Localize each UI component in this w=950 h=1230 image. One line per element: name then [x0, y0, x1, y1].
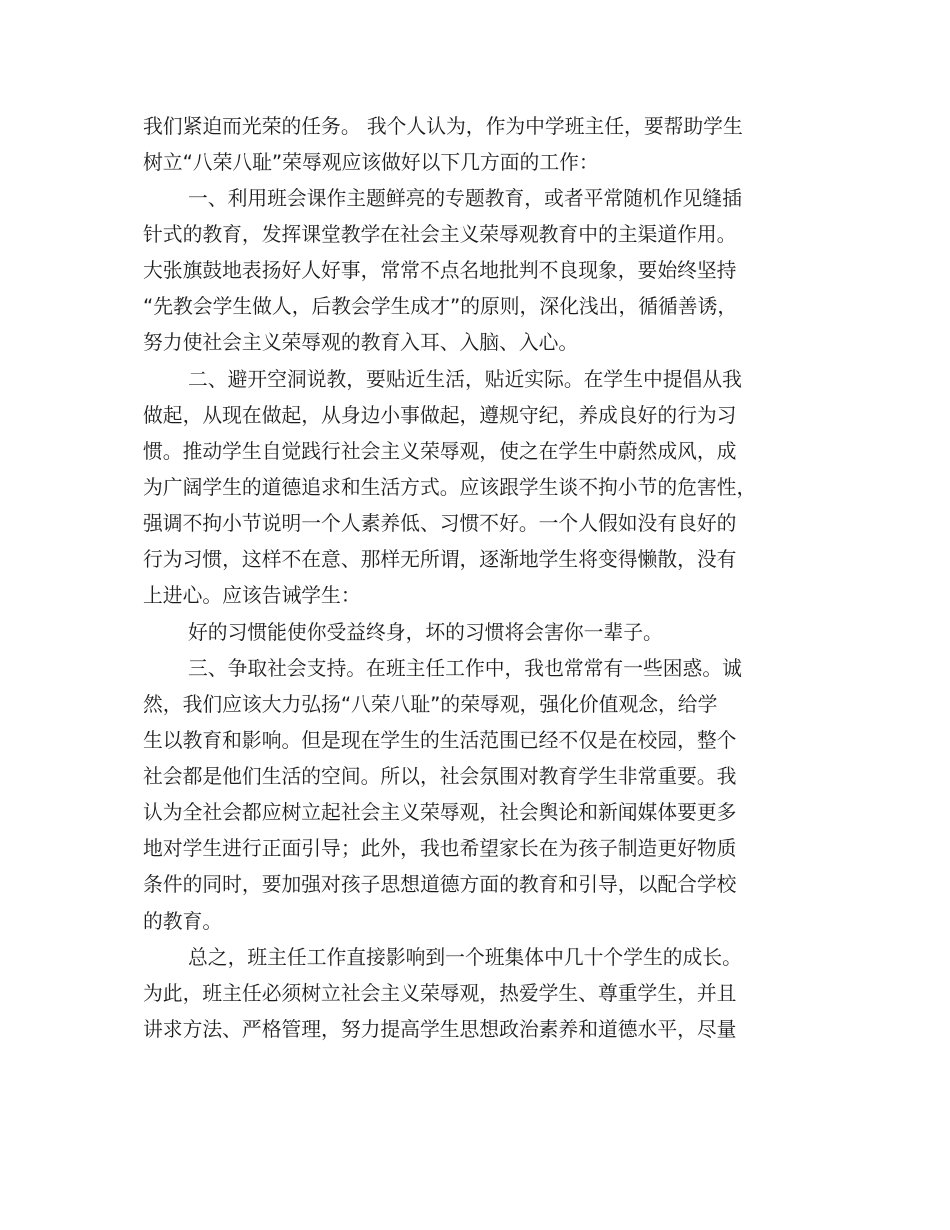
- text-line: 行为习惯，这样不在意、那样无所谓，逐渐地学生将变得懒散，没有: [143, 548, 737, 571]
- text-line: 地对学生进行正面引导；此外，我也希望家长在为孩子制造更好物质: [143, 837, 737, 860]
- text-line: 上进心。应该告诫学生：: [143, 584, 361, 607]
- text-line: 针式的教育，发挥课堂教学在社会主义荣辱观教育中的主渠道作用。: [143, 223, 737, 246]
- text-line: 三、争取社会支持。在班主任工作中，我也常常有一些困惑。诚: [188, 657, 742, 680]
- text-line: 二、避开空洞说教，要贴近生活，贴近实际。在学生中提倡从我: [188, 368, 742, 391]
- text-line: 生以教育和影响。但是现在学生的生活范围已经不仅是在校园，整个: [143, 729, 737, 752]
- text-line: 讲求方法、严格管理，努力提高学生思想政治素养和道德水平，尽量: [143, 1018, 737, 1041]
- text-line: 一、利用班会课作主题鲜亮的专题教育，或者平常随机作见缝插: [188, 187, 742, 210]
- text-line: “先教会学生做人，后教会学生成才”的原则，深化浅出，循循善诱，: [143, 295, 738, 318]
- text-line: 条件的同时，要加强对孩子思想道德方面的教育和引导，以配合学校: [143, 873, 737, 896]
- text-line: 为此，班主任必须树立社会主义荣辱观，热爱学生、尊重学生，并且: [143, 982, 737, 1005]
- text-line: 强调不拘小节说明一个人素养低、习惯不好。一个人假如没有良好的: [143, 512, 737, 535]
- text-line: 认为全社会都应树立起社会主义荣辱观，社会舆论和新闻媒体要更多: [143, 801, 737, 824]
- text-line: 的教育。: [143, 910, 223, 933]
- text-line: 为广阔学生的道德追求和生活方式。应该跟学生谈不拘小节的危害性，: [143, 476, 757, 499]
- text-line: 大张旗鼓地表扬好人好事，常常不点名地批判不良现象，要始终坚持: [143, 259, 737, 282]
- text-line: 做起，从现在做起，从身边小事做起，遵规守纪，养成良好的行为习: [143, 404, 737, 427]
- text-line: 惯。推动学生自觉践行社会主义荣辱观，使之在学生中蔚然成风，成: [143, 440, 737, 463]
- text-line: 然，我们应该大力弘扬“八荣八耻”的荣辱观，强化价值观念，给学: [143, 693, 718, 716]
- text-line: 我们紧迫而光荣的任务。 我个人认为，作为中学班主任，要帮助学生: [143, 115, 743, 138]
- text-line: 总之，班主任工作直接影响到一个班集体中几十个学生的成长。: [188, 946, 742, 969]
- text-line: 社会都是他们生活的空间。所以，社会氛围对教育学生非常重要。我: [143, 765, 737, 788]
- text-line: 好的习惯能使你受益终身，坏的习惯将会害你一辈子。: [188, 621, 663, 644]
- text-line: 树立“八荣八耻”荣辱观应该做好以下几方面的工作：: [143, 151, 599, 174]
- text-line: 努力使社会主义荣辱观的教育入耳、入脑、入心。: [143, 331, 579, 354]
